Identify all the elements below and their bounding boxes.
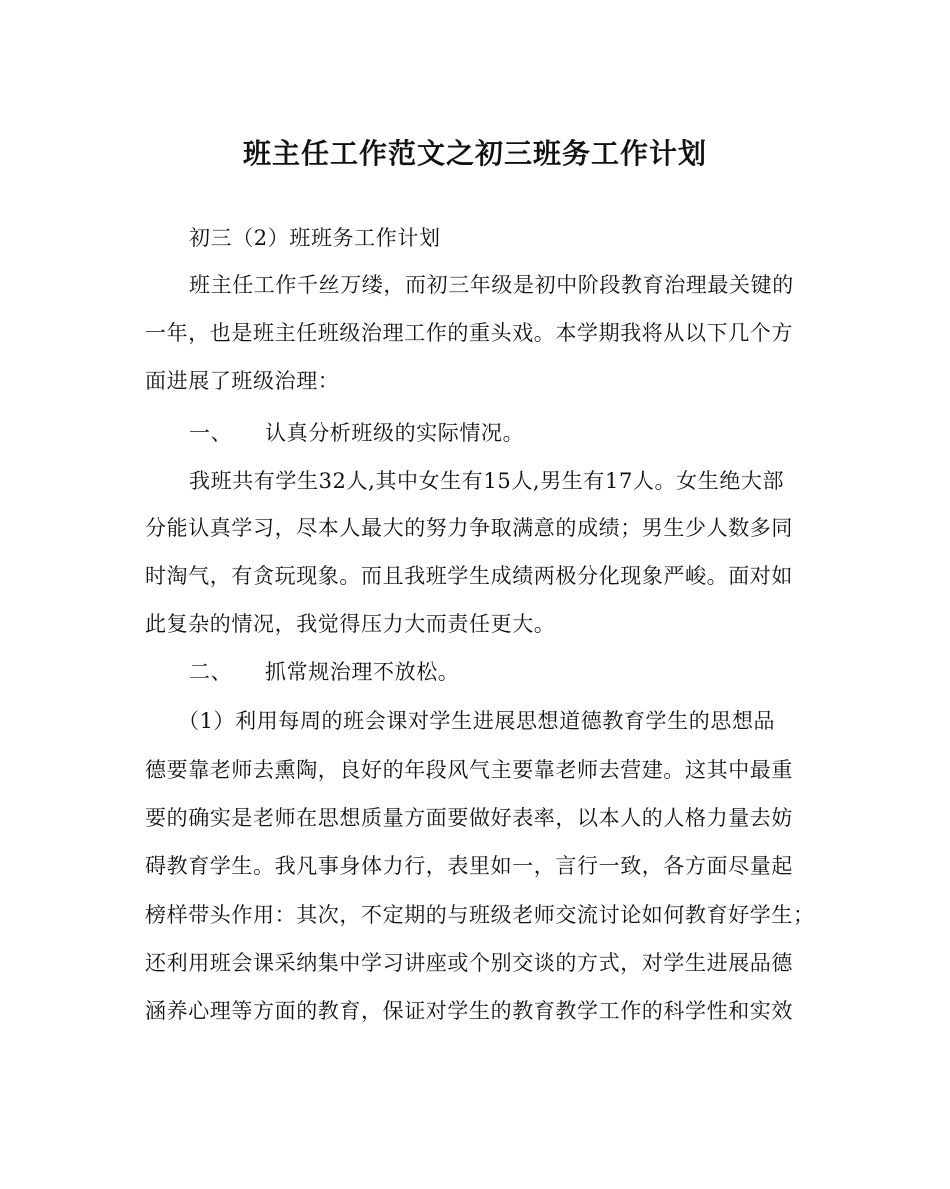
document-subtitle: 初三（2）班班务工作计划 (189, 226, 441, 250)
paragraph-line: 要的确实是老师在思想质量方面要做好表率，以本人的人格力量去妨 (145, 806, 793, 830)
section-heading-text: 认真分析班级的实际情况。 (265, 421, 525, 445)
paragraph-line: 我班共有学生32人,其中女生有15人,男生有17人。女生绝大部 (189, 469, 785, 493)
document-title: 班主任工作范文之初三班务工作计划 (242, 137, 707, 170)
paragraph-line: 德要靠老师去熏陶，良好的年段风气主要靠老师去营建。这其中最重 (145, 758, 793, 782)
section-number: 二、 (189, 660, 233, 684)
paragraph-line: 此复杂的情况，我觉得压力大而责任更大。 (145, 612, 556, 636)
paragraph-line: 班主任工作千丝万缕，而初三年级是初中阶段教育治理最关键的 (189, 273, 794, 297)
paragraph-line: 碍教育学生。我凡事身体力行，表里如一，言行一致，各方面尽量起 (145, 854, 793, 878)
paragraph-line: 涵养心理等方面的教育，保证对学生的教育教学工作的科学性和实效 (145, 999, 793, 1023)
paragraph-line: 还利用班会课采纳集中学习讲座或个别交谈的方式，对学生进展品德 (145, 951, 793, 975)
section-heading-text: 抓常规治理不放松。 (265, 660, 460, 684)
paragraph-line: （1）利用每周的班会课对学生进展思想道德教育学生的思想品 (178, 709, 776, 733)
paragraph-line: 一年，也是班主任班级治理工作的重头戏。本学期我将从以下几个方 (145, 321, 793, 345)
section-heading-1 (189, 418, 524, 448)
paragraph-line: 时淘气，有贪玩现象。而且我班学生成绩两极分化现象严峻。面对如 (145, 564, 793, 588)
section-heading-2 (189, 657, 459, 687)
paragraph-line: 面进展了班级治理： (145, 369, 340, 393)
paragraph-line: 分能认真学习，尽本人最大的努力争取满意的成绩；男生少人数多同 (145, 516, 793, 540)
paragraph-line: 榜样带头作用：其次，不定期的与班级老师交流讨论如何教育好学生； (145, 903, 815, 927)
section-number: 一、 (189, 421, 233, 445)
